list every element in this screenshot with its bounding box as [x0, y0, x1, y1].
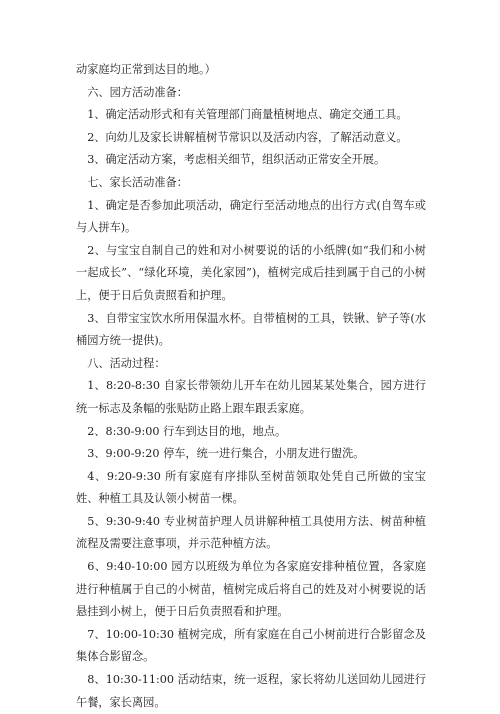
section-6-heading: 六、园方活动准备：	[87, 85, 188, 99]
section-7-item-2: 2、与宝宝自制自己的姓和对小树要说的话的小纸牌(如“我们和小树一起成长”、“绿化环境，美化家园”)，植树完成后挂到属于自己的小树上，便于日后负责照看和护理。	[76, 243, 426, 302]
document-body	[76, 59, 426, 714]
section-8-item-3: 3、9:00-9:20 停车，统一进行集合，小朋友进行盥洗。	[87, 447, 365, 461]
section-8-item-7: 7、10:00-10:30 植树完成，所有家庭在自己小树前进行合影留念及集体合影留念。	[76, 627, 426, 664]
section-8-item-4: 4、9:20-9:30 所有家庭有序排队至树苗领取处凭自己所做的宝宝姓、种植工具及认领小树苗一棵。	[76, 469, 426, 506]
section-6-item-3: 3、确定活动方案，考虑相关细节，组织活动正常安全开展。	[87, 153, 386, 167]
section-7-item-3: 3、自带宝宝饮水所用保温水杯。自带植树的工具，铁锹、铲子等(水桶园方统一提供)。	[76, 311, 426, 348]
section-7-item-1: 1、确定是否参加此项活动，确定行至活动地点的出行方式(自驾车或与人拼车)。	[76, 198, 426, 235]
section-8-item-2: 2、8:30-9:00 行车到达目的地，地点。	[87, 424, 287, 438]
section-6-item-2: 2、向幼儿及家长讲解植树节常识以及活动内容，了解活动意义。	[87, 130, 408, 144]
intro-tail-paragraph: 动家庭均正常到达目的地。）	[76, 63, 216, 76]
section-8-item-1: 1、8:20-8:30 自家长带领幼儿开车在幼儿园某某处集合，园方进行统一标志及条幅的张贴防止路上跟车跟丢家庭。	[76, 379, 426, 415]
section-8-heading: 八、活动过程：	[87, 356, 166, 370]
section-8-item-6: 6、9:40-10:00 园方以班级为单位为各家庭安排种植位置，各家庭进行种植属于自己的小树苗，植树完成后将自己的姓及对小树要说的话悬挂到小树上，便于日后负责照看和护理。	[76, 560, 426, 619]
section-8-item-8: 8、10:30-11:00 活动结束，统一返程，家长将幼儿送回幼儿园进行午餐，家长离园。	[76, 673, 426, 709]
section-6-item-1: 1、确定活动形式和有关管理部门商量植树地点、确定交通工具。	[87, 108, 408, 122]
section-7-heading: 七、家长活动准备：	[87, 175, 188, 189]
section-8-item-5: 5、9:30-9:40 专业树苗护理人员讲解种植工具使用方法、树苗种植流程及需要注意事项，并示范种植方法。	[76, 514, 426, 551]
